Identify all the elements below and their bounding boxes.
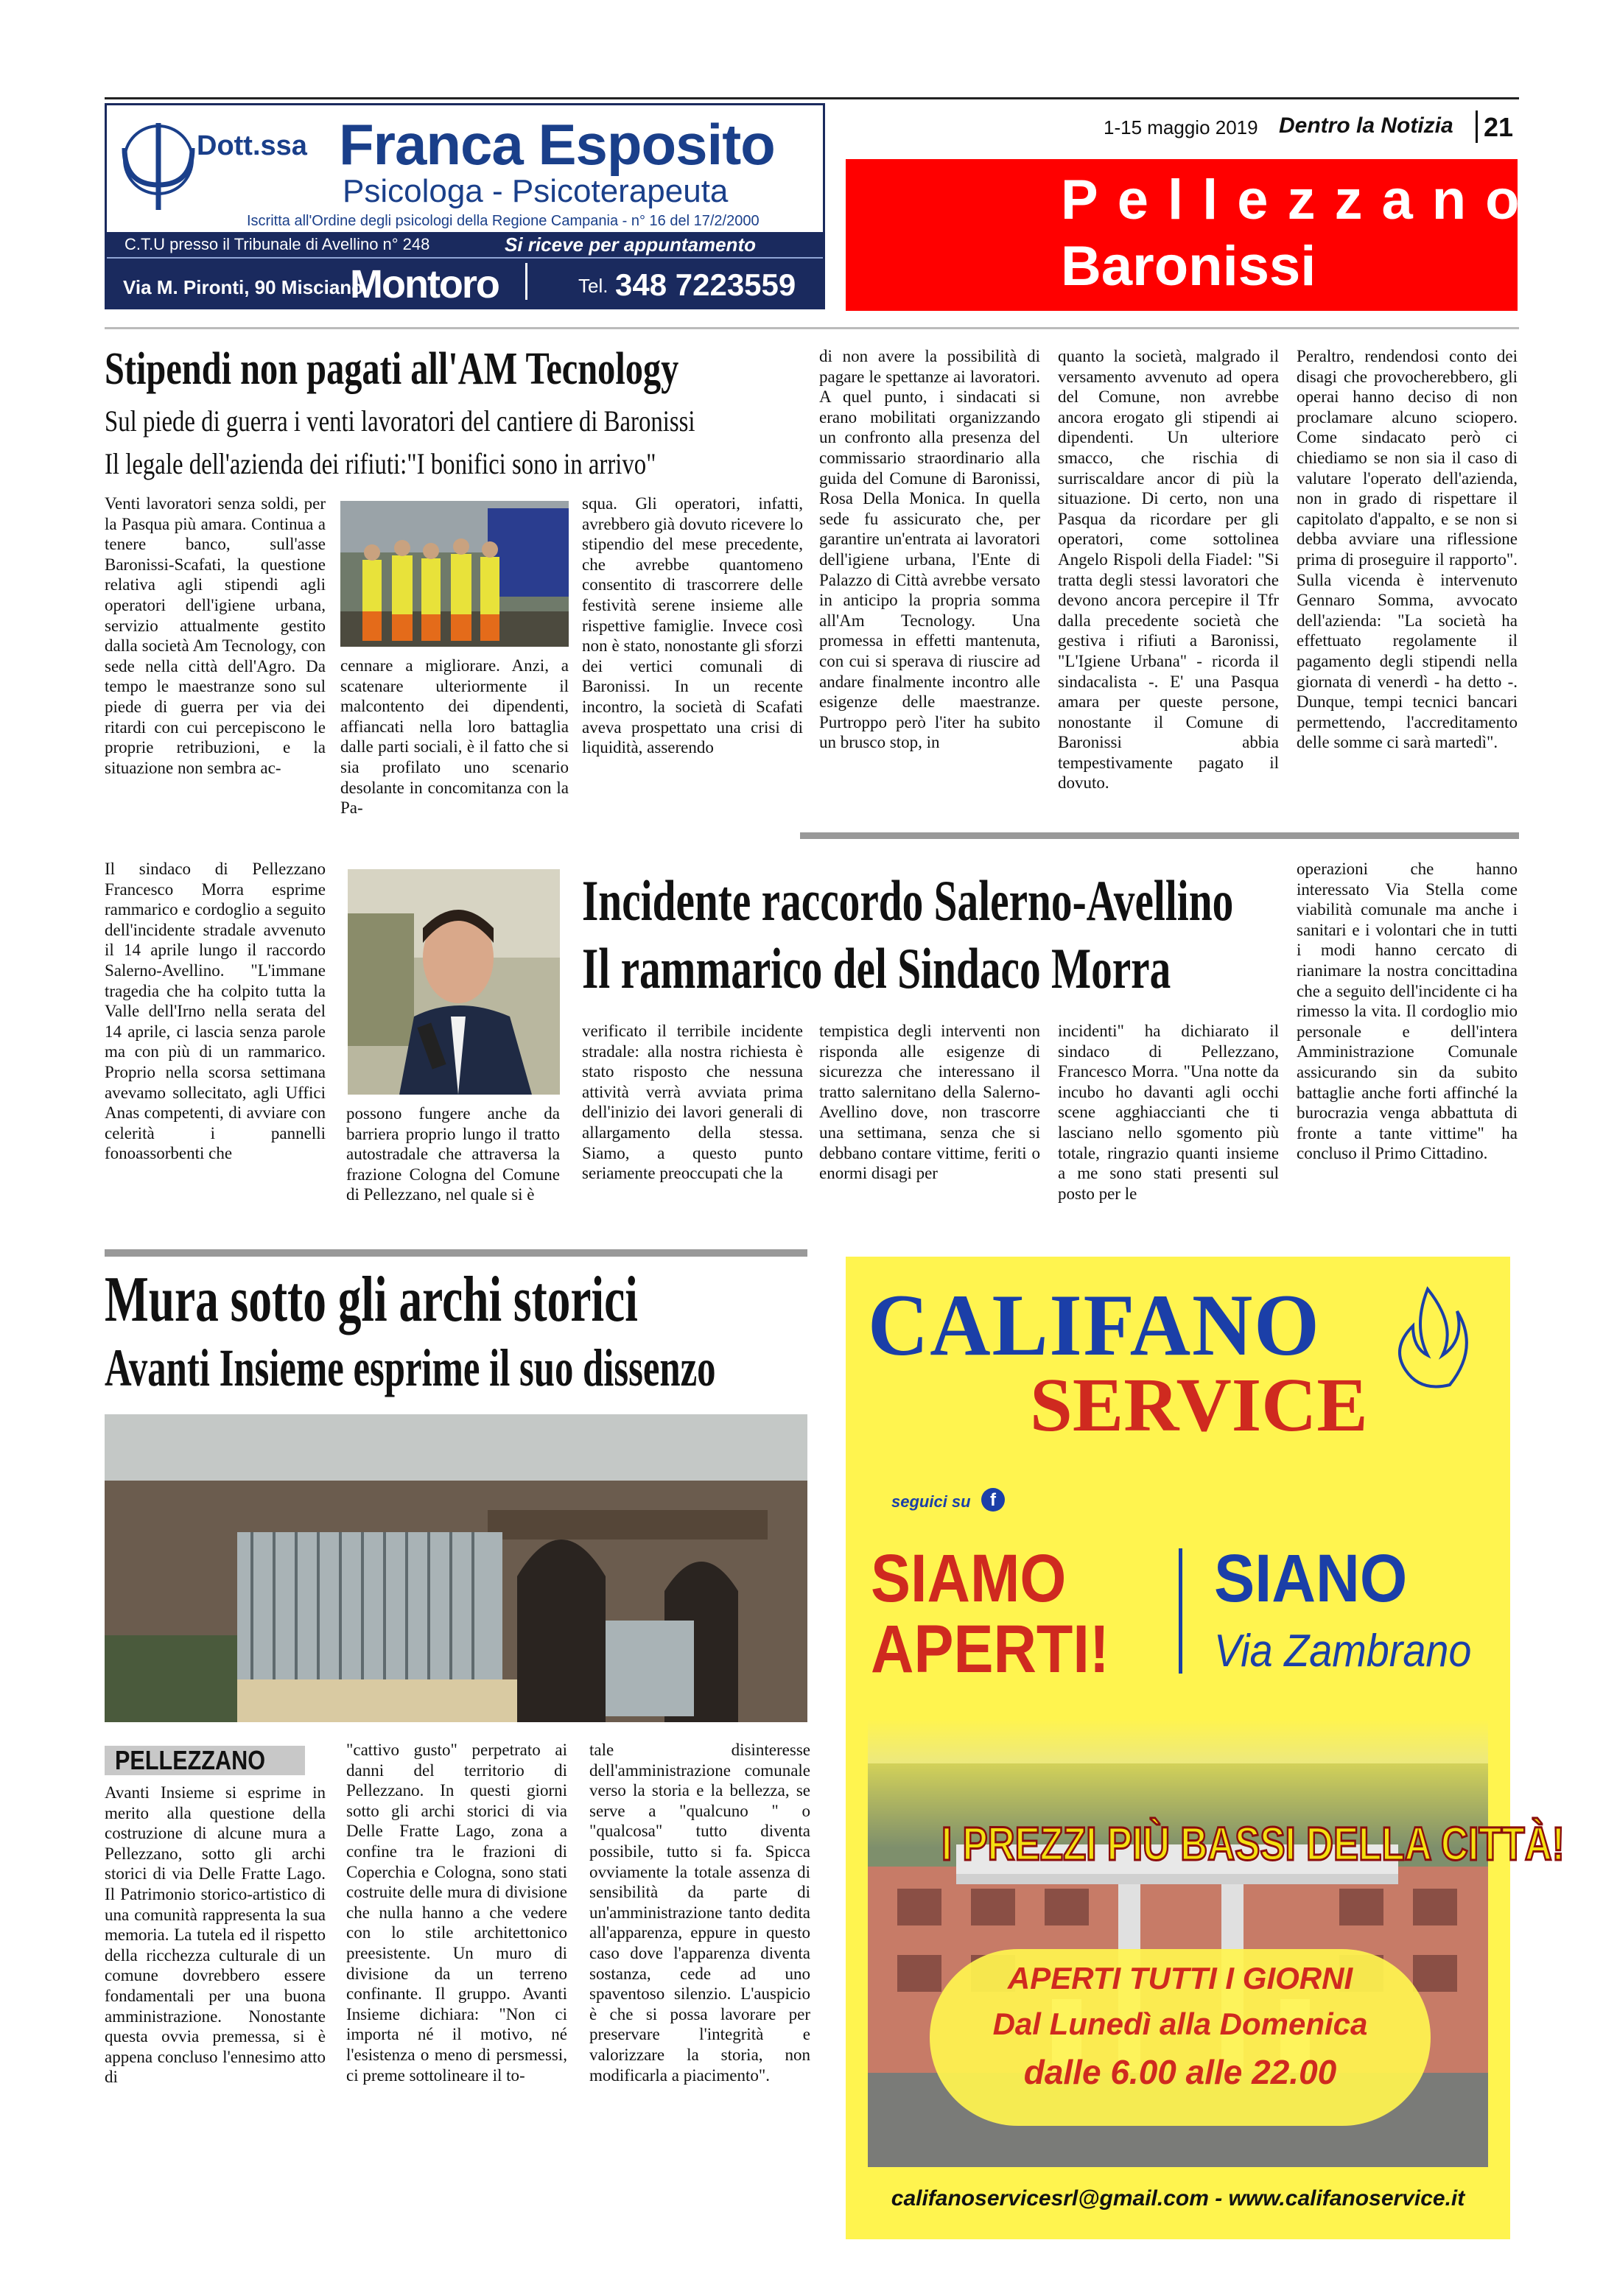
- header-rule: [105, 327, 1519, 329]
- brand-service: SERVICE: [1030, 1363, 1368, 1447]
- article3-headline-2: Avanti Insieme esprime il suo dissenzo: [105, 1338, 716, 1397]
- article2-col2: possono fungere anche da barriera proprio lungo il tratto autostradale che attraversa la frazione Cologna del Comune di Pellezzano, nel quale si è: [346, 1104, 560, 1204]
- hours-line-2: Dal Lunedì alla Domenica: [992, 2007, 1368, 2041]
- article1-col4: di non avere la possibilità di pagare le spettanze ai lavoratori. A quel punto, i sindacati si erano mobilitati organizzando un confronto alla presenza del commissario straordinario alla guida del Comune di Baronissi, Rosa Della Monica. In quella sede fu assicurato che, per garantire un'entrata ai lavoratori dell'igiene urbana, l'Ente di Palazzo di Città avrebbe versato in anticipo la propria somma all'Am Tecnology. Una promessa in effetti mantenuta, con cui si sperava di riuscire ad andare finalmente incontro alle esigenze delle maestranze. Purtroppo però l'iter ha subito un brusco stop, in: [819, 347, 1040, 752]
- article1-col6: Peraltro, rendendosi conto dei disagi che provocherebbero, gli operai hanno deciso di non proclamare alcuno sciopero. Come sindacato però ci chiediamo se non sia il caso di valutare l'operato dell'azienda, non in grado di rispettare il capitolato d'appalto, e se non si debba avviare una riflessione prima di proseguire il rapporto". Sulla vicenda è intervenuto Gennaro Somma, avvocato dell'azienda: "La società ha effettuato regolamente il pagamento degli stipendi nella giornata di venerdì - ha detto -. Dunque, tempi tecnici bancari permettendo, l'accreditamento delle somme ci sarà martedì".: [1297, 347, 1518, 752]
- page-number: 21: [1484, 112, 1514, 142]
- article3-headline-1: Mura sotto gli archi storici: [105, 1264, 638, 1335]
- location-street: Via Zambrano: [1214, 1626, 1472, 1677]
- page-divider: [1476, 110, 1478, 143]
- ad-contact[interactable]: califanoservicesrl@gmail.com - www.califanoservice.it: [891, 2186, 1465, 2211]
- registration: Iscritta all'Ordine degli psicologi della Regione Campania - n° 16 del 17/2/2000: [247, 213, 760, 229]
- article2-col6: operazioni che hanno interessato Via Stella come viabilità comunale ma anche i sanitari e i volontari che in tutti i modi hanno cercato di rianimare la nostra concittadina che a seguito dell'incidente ci ha rimesso la vita. Il cordoglio mio personale e dell'intera Amministrazione Comunale assicurando sin da subito battaglie anche forti affinché la burocrazia venga abbattuta di fronte a tante vittime" ha concluso il Primo Cittadino.: [1297, 860, 1518, 1163]
- article1-subhead-1: Sul piede di guerra i venti lavoratori del cantiere di Baronissi: [105, 404, 695, 438]
- psychologist-ad: [105, 103, 825, 309]
- article2-headline-1: Incidente raccordo Salerno-Avellino: [582, 868, 1234, 933]
- article-separator: [800, 832, 1519, 839]
- vertical-divider: [525, 263, 527, 300]
- article1-col5: quanto la società, malgrado il versamento avvenuto ad opera del Comune, non avrebbe ancora erogato gli stipendi ai dipendenti. Un ulteriore smacco, che rischia di surriscaldare ancor di più la situazione. Di certo, non una Pasqua da ricordare per gli operatori, come sottolinea Angelo Rispoli della Fiadel: "Si tratta degli stessi lavoratori che devono ancora percepire il Tfr dalla precedente società che gestiva i rifiuti a Baronissi, "L'Igiene Urbana" - ricorda il sindacalista -. E' una Pasqua amara per queste persone, nonostante il Comune di Baronissi abbia tempestivamente pagato il dovuto.: [1058, 347, 1279, 793]
- top-rule: [105, 97, 1519, 99]
- article2-col5: incidenti" ha dichiarato il sindaco di Pellezzano, Francesco Morra. "Una notte da incubo ho davanti agli occhi scene agghiaccianti che ti lasciano nello sgomento più totale, ringrazio quanti insieme a me sono stati presenti sul posto per le: [1058, 1022, 1279, 1203]
- location-town: SIANO: [1214, 1541, 1408, 1616]
- article3-col2: "cattivo gusto" perpetrato ai danni del territorio di Pellezzano. In questi giorni sotto gli archi storici di via Delle Fratte Lago, zona a confine tra le frazioni di Coperchia e Cologna, sono stati costruite delle mura di divisione che nulla hanno a che vedere con lo stile architettonico preesistente. Un muro di divisione da un terreno confinante. Il gruppo. Avanti Insieme dichiara: "Non ci importa né il motivo, né l'esistenza o meno di persmessi, ci preme sottolineare il to-: [346, 1741, 567, 2085]
- arches-photo: [105, 1414, 807, 1722]
- doctor-name: Franca Esposito: [339, 112, 775, 177]
- arches-photo-image: [105, 1414, 807, 1722]
- open-line-1: SIAMO: [871, 1541, 1067, 1616]
- article1-headline: Stipendi non pagati all'AM Tecnology: [105, 344, 679, 394]
- article2-col4: tempistica degli interventi non risponda alle esigenze di sicurezza che interessano il tratto salernitano della Salerno-Avellino dove, non trascorre una settimana, senza che si debbano contare vittime, feriti o enormi disagi per: [819, 1022, 1040, 1183]
- article3-col1: Avanti Insieme si esprime in merito alla questione della costruzione di alcune mura a Pellezzano, sotto gli archi storici di via Delle Fratte Lago. Il Patrimonio storico-artistico di una comunità rappresenta la sua memoria. La tutela ed il rispetto della ricchezza culturale di un comune dovrebbero essere fondamentali per una buona amministrazione. Nonostante questa ovvia premessa, si è appena concluso l'ennesimo atto di: [105, 1783, 326, 2087]
- article3-kicker: PELLEZZANO: [115, 1745, 265, 1775]
- section-town-1: Pellezzano: [1061, 169, 1539, 231]
- workers-photo-image: [340, 501, 569, 647]
- ctu-text: C.T.U presso il Tribunale di Avellino n° 248: [124, 235, 430, 253]
- mayor-photo-image: [348, 869, 560, 1095]
- ad-divider: [1179, 1548, 1182, 1674]
- article1-col2: cennare a migliorare. Anzi, a scatenare ulteriormente il malcontento dei dipendenti, affiancati nella loro battaglia dalle parti sociali, è il fatto che si sia profilato uno scenario desolante in concomitanza con la Pa-: [340, 656, 569, 818]
- issue-date: 1-15 maggio 2019: [1104, 116, 1258, 138]
- flame-icon: [1376, 1282, 1479, 1392]
- article2-col3: verificato il terribile incidente stradale: alla nostra richiesta è stato risposto che nessuna attività verrà avviata prima dell'inizio dei lavori generali di allargamento della stessa. Siamo, a questo punto seriamente preoccupati che la: [582, 1022, 803, 1183]
- article3-top-rule: [105, 1249, 807, 1257]
- follow-label: seguici su: [891, 1492, 971, 1511]
- profession: Psicologa - Psicoterapeuta: [343, 173, 729, 209]
- publication-name: Dentro la Notizia: [1279, 113, 1453, 138]
- article2-headline-2: Il rammarico del Sindaco Morra: [582, 936, 1171, 1000]
- article1-subhead-2: Il legale dell'azienda dei rifiuti:"I bonifici sono in arrivo": [105, 447, 656, 480]
- mayor-photo: [348, 869, 560, 1095]
- psi-logo-icon: [117, 119, 200, 213]
- article2-col1: Il sindaco di Pellezzano Francesco Morra esprime rammarico e cordoglio a seguito dell'incidente stradale avvenuto il 14 aprile lungo il raccordo Salerno-Avellino. "L'immane tragedia che ha colpito tutta la Valle dell'Irno nella serata del 14 aprile, ci lascia senza parole ma con più di un rammarico. Proprio nella scorsa settimana avevamo sollecitato, agli Uffici Anas competenti, di avviare con celerità i pannelli fonoassorbenti che: [105, 860, 326, 1163]
- califano-ad: [846, 1257, 1565, 2239]
- article1-col1: Venti lavoratori senza soldi, per la Pasqua più amara. Continua a tenere banco, sull'asse Baronissi-Scafati, la questione relativa agli stipendi agli operatori dell'igiene urbana, servizio attualmente gestito dalla società Am Tecnology, con sede nella città dell'Agro. Da tempo le maestranze sono sul piede di guerra per via dei ritardi con cui percepiscono le proprie retribuzioni, e la situazione non sembra ac-: [105, 494, 326, 777]
- califano-logo: [868, 1274, 1488, 1456]
- brand-name: CALIFANO: [868, 1276, 1321, 1374]
- address-text: Via M. Pironti, 90 Misciano: [123, 276, 364, 298]
- facebook-icon[interactable]: f: [981, 1488, 1005, 1512]
- hours-line-1: APERTI TUTTI I GIORNI: [1007, 1961, 1353, 1995]
- article3-col3: tale disinteresse dell'amministrazione comunale verso la storia e la bellezza, se serve a "qualcuno " o "qualcosa" tutto diventa possibile, tutto si fa. Spicca ovviamente la totale assenza di sensibilità da parte di un'amministrazione tanto dedita all'apparenza, eppure in questo caso dove l'apparenza diventa sostanza, cede ad uno spaventoso silenzio. L'auspicio è che si possa lavorare per preservare l'integrità e valorizzare la storia, non modificarla a piacimento".: [589, 1741, 810, 2085]
- article1-col3: squa. Gli operatori, infatti, avrebbero già dovuto ricevere lo stipendio del mese precedente, che avrebbe quantomeno consentito di trascorrere delle festività serene insieme alle rispettive famiglie. Invece così non è stato, nonostante gli sforzi dei vertici comunali di Baronissi. In un recente incontro, la società di Scafati aveva prospettato una crisi di liquidità, asserendo: [582, 494, 803, 757]
- workers-photo: [340, 501, 569, 647]
- open-line-2: APERTI!: [871, 1612, 1109, 1687]
- phone-number: 348 7223559: [615, 267, 796, 302]
- band-divider: [107, 257, 823, 259]
- prices-banner: I PREZZI PIÙ BASSI DELLA CITTÀ!: [941, 1817, 1565, 1870]
- city-text: Montoro: [350, 262, 499, 306]
- title-prefix: Dott.ssa: [197, 130, 307, 161]
- hours-line-3: dalle 6.00 alle 22.00: [1023, 2053, 1337, 2091]
- tel-label: Tel.: [578, 275, 608, 297]
- section-town-2: Baronissi: [1061, 235, 1316, 298]
- appointment-text: Si riceve per appuntamento: [505, 234, 756, 256]
